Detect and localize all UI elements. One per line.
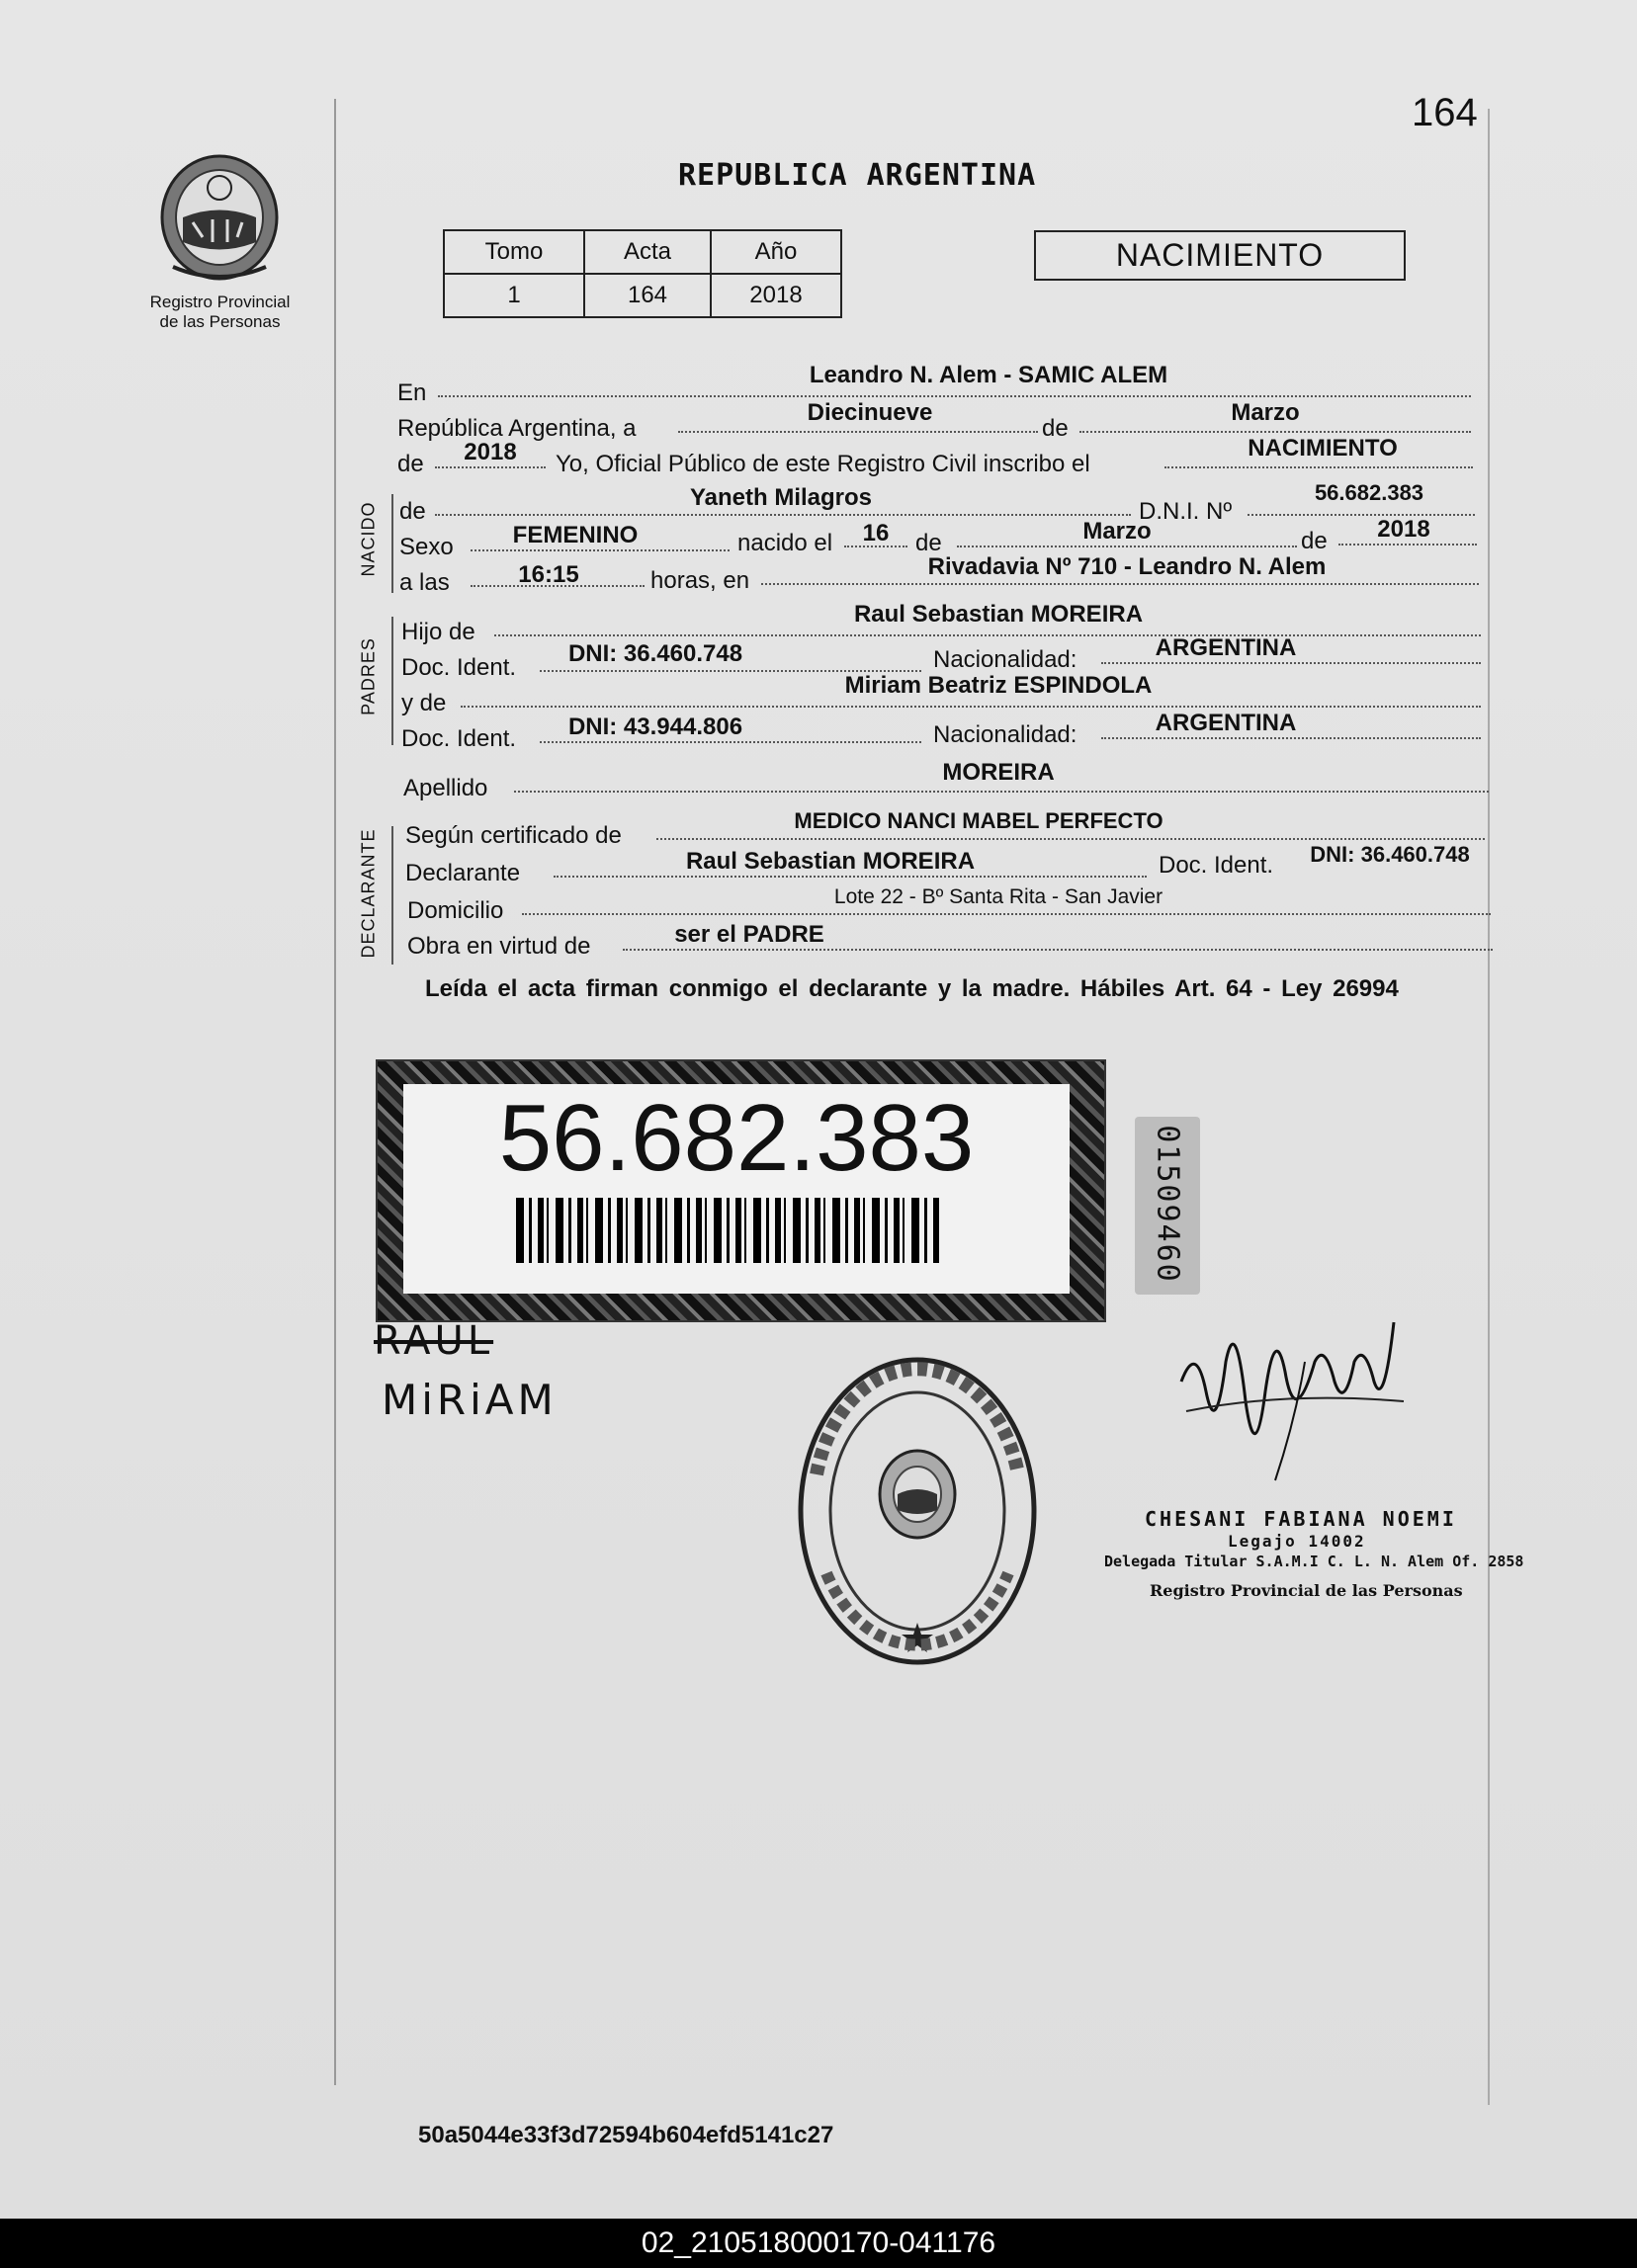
mother-nationality-value: ARGENTINA [1155, 710, 1297, 736]
dotted-line [1101, 737, 1481, 739]
label-de3: de [1301, 528, 1328, 554]
label-y-de: y de [401, 690, 447, 716]
dotted-line [1079, 431, 1471, 433]
document-title: REPUBLICA ARGENTINA [678, 158, 1037, 193]
anio-header: Año [711, 230, 841, 274]
signatory-name: CHESANI FABIANA NOEMI [1145, 1507, 1457, 1531]
label-de2: de [915, 530, 942, 556]
sex-value: FEMENINO [512, 522, 639, 548]
logo-caption [119, 293, 321, 332]
dotted-line [522, 913, 1491, 915]
day-text-value: Diecinueve [807, 399, 933, 426]
birth-place-value: Rivadavia Nº 710 - Leandro N. Alem [927, 553, 1327, 580]
dotted-line [656, 838, 1485, 840]
surname-value: MOREIRA [942, 759, 1055, 786]
dotted-line [471, 549, 730, 551]
page-number: 164 [1412, 91, 1478, 134]
dotted-line [1101, 662, 1481, 664]
father-handwritten-name: RAUL [374, 1318, 494, 1364]
label-de-year: de [397, 451, 424, 477]
label-apellido: Apellido [403, 775, 488, 801]
label-republica: República Argentina, a [397, 415, 637, 442]
label-doc-ident: Doc. Ident. [401, 725, 517, 752]
handwritten-signature [1166, 1302, 1414, 1500]
section-bar [391, 617, 393, 745]
signatory-registry: Registro Provincial de las Personas [1150, 1581, 1463, 1600]
mother-name-value: Miriam Beatriz ESPINDOLA [844, 672, 1153, 699]
mother-dni-value: DNI: 43.944.806 [567, 714, 743, 740]
label-nacionalidad: Nacionalidad: [933, 721, 1077, 748]
label-nacionalidad: Nacionalidad: [933, 646, 1077, 673]
dotted-line [761, 583, 1479, 585]
barcode [516, 1198, 941, 1263]
reason-value: ser el PADRE [674, 921, 824, 948]
left-margin-line [334, 99, 336, 2085]
label-obra: Obra en virtud de [407, 933, 591, 960]
tomo-header: Tomo [444, 230, 584, 274]
section-bar [391, 826, 393, 965]
acta-header: Acta [584, 230, 711, 274]
declarant-doc-value: DNI: 36.460.748 [1310, 842, 1470, 867]
label-doc-ident: Doc. Ident. [401, 654, 517, 681]
label-de: de [1042, 415, 1069, 442]
anio-value: 2018 [711, 274, 841, 317]
record-type-box: NACIMIENTO [1034, 230, 1406, 281]
label-a-las: a las [399, 569, 450, 596]
logo-caption-line1: Registro Provincial [149, 293, 291, 311]
record-kind-value: NACIMIENTO [1248, 435, 1398, 462]
section-label-declarante: DECLARANTE [358, 828, 379, 959]
dotted-line [1338, 544, 1477, 546]
section-label-padres: PADRES [358, 637, 379, 715]
dotted-line [435, 466, 546, 468]
year-value: 2018 [464, 439, 517, 465]
label-domicilio: Domicilio [407, 897, 504, 924]
tomo-value: 1 [444, 274, 584, 317]
official-seal [797, 1356, 1039, 1667]
dotted-line [514, 791, 1489, 793]
mother-handwritten-name: MiRiAM [382, 1376, 558, 1424]
registry-table [443, 229, 842, 318]
label-en: En [397, 379, 427, 406]
declarant-name-value: Raul Sebastian MOREIRA [685, 848, 976, 875]
label-hijo-de: Hijo de [401, 619, 475, 645]
section-label-nacido: NACIDO [358, 501, 379, 577]
address-value: Lote 22 - Bº Santa Rita - San Javier [833, 885, 1163, 908]
label-de-name: de [399, 498, 426, 525]
stamp-dni-number: 56.682.383 [498, 1085, 975, 1191]
label-sexo: Sexo [399, 534, 454, 560]
province-coat-of-arms-logo [153, 148, 287, 287]
logo-caption-line2: de las Personas [159, 312, 281, 331]
label-horas-en: horas, en [650, 567, 750, 594]
label-declarante: Declarante [405, 860, 521, 886]
father-dni-value: DNI: 36.460.748 [567, 640, 743, 667]
dotted-line [957, 546, 1297, 547]
dotted-line [1164, 466, 1473, 468]
father-nationality-value: ARGENTINA [1155, 634, 1297, 661]
place-value: Leandro N. Alem - SAMIC ALEM [809, 362, 1168, 388]
dotted-line [461, 706, 1481, 708]
label-nacido-el: nacido el [737, 530, 833, 556]
birth-month-value: Marzo [1082, 518, 1152, 545]
dotted-line [554, 876, 1147, 878]
birth-time-value: 16:15 [518, 561, 579, 588]
section-bar [391, 494, 393, 593]
certificate-value: MEDICO NANCI MABEL PERFECTO [794, 808, 1163, 833]
signatory-legajo: Legajo 14002 [1228, 1532, 1366, 1551]
right-margin-line [1488, 109, 1490, 2105]
closing-statement: Leída el acta firman conmigo el declarante y la madre. Hábiles Art. 64 - Ley 26994 [425, 975, 1399, 1002]
document-hash: 50a5044e33f3d72594b604efd5141c27 [418, 2122, 834, 2148]
father-name-value: Raul Sebastian MOREIRA [853, 601, 1144, 628]
dotted-line [438, 395, 1471, 397]
dotted-line [435, 514, 1131, 516]
label-official: Yo, Oficial Público de este Registro Civil inscribo el [556, 451, 1090, 477]
child-dni-value: 56.682.383 [1314, 480, 1424, 505]
signatory-position: Delegada Titular S.A.M.I C. L. N. Alem Of. 2858 [1104, 1553, 1524, 1570]
label-segun: Según certificado de [405, 822, 622, 849]
month-text-value: Marzo [1231, 399, 1300, 426]
acta-value: 164 [584, 274, 711, 317]
birth-day-value: 16 [862, 520, 890, 546]
label-dni: D.N.I. Nº [1139, 498, 1233, 525]
birth-year-value: 2018 [1377, 516, 1430, 543]
dotted-line [623, 949, 1493, 951]
child-name-value: Yaneth Milagros [689, 484, 873, 511]
serial-number: 01509460 [1150, 1125, 1185, 1284]
label-doc-ident-decl: Doc. Ident. [1159, 852, 1274, 879]
file-id-footer: 02_210518000170-041176 [0, 2219, 1637, 2268]
dotted-line [678, 431, 1038, 433]
dotted-line [540, 741, 921, 743]
